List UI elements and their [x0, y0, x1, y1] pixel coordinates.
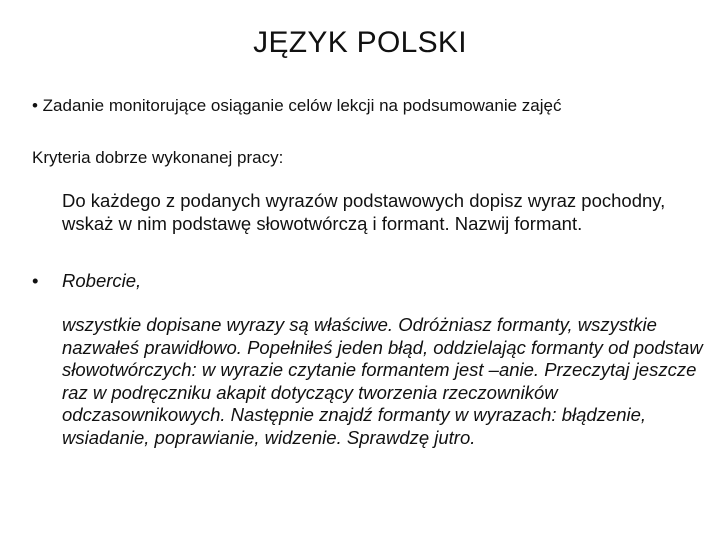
slide-title: JĘZYK POLSKI [253, 26, 467, 59]
criteria-heading: Kryteria dobrze wykonanej pracy: [32, 148, 284, 167]
bullet-marker: • [32, 270, 39, 291]
addressee-name: Robercie, [62, 270, 142, 291]
slide-subtitle: • Zadanie monitorujące osiąganie celów lekcji na podsumowanie zajęć [32, 96, 562, 115]
feedback-text: wszystkie dopisane wyrazy są właściwe. Odróżniasz formanty, wszystkie nazwałeś prawidłowo. Popełniłeś jeden błąd, oddzielając formanty od podstaw słowotwórczych: w wyrazie czytanie formantem jest –anie. Przeczytaj jeszcze raz w podręczniku akapit dotyczący tworzenia rzeczowników odczasownikowych. Następnie znajdź formanty w wyrazach: błądzenie, wsiadanie, poprawianie, widzenie. Sprawdzę jutro. [62, 314, 703, 448]
task-instruction: Do każdego z podanych wyrazów podstawowych dopisz wyraz pochodny, wskaż w nim podstawę słowotwórczą i formant. Nazwij formant. [62, 190, 666, 234]
addressee-bullet-row [32, 270, 141, 292]
